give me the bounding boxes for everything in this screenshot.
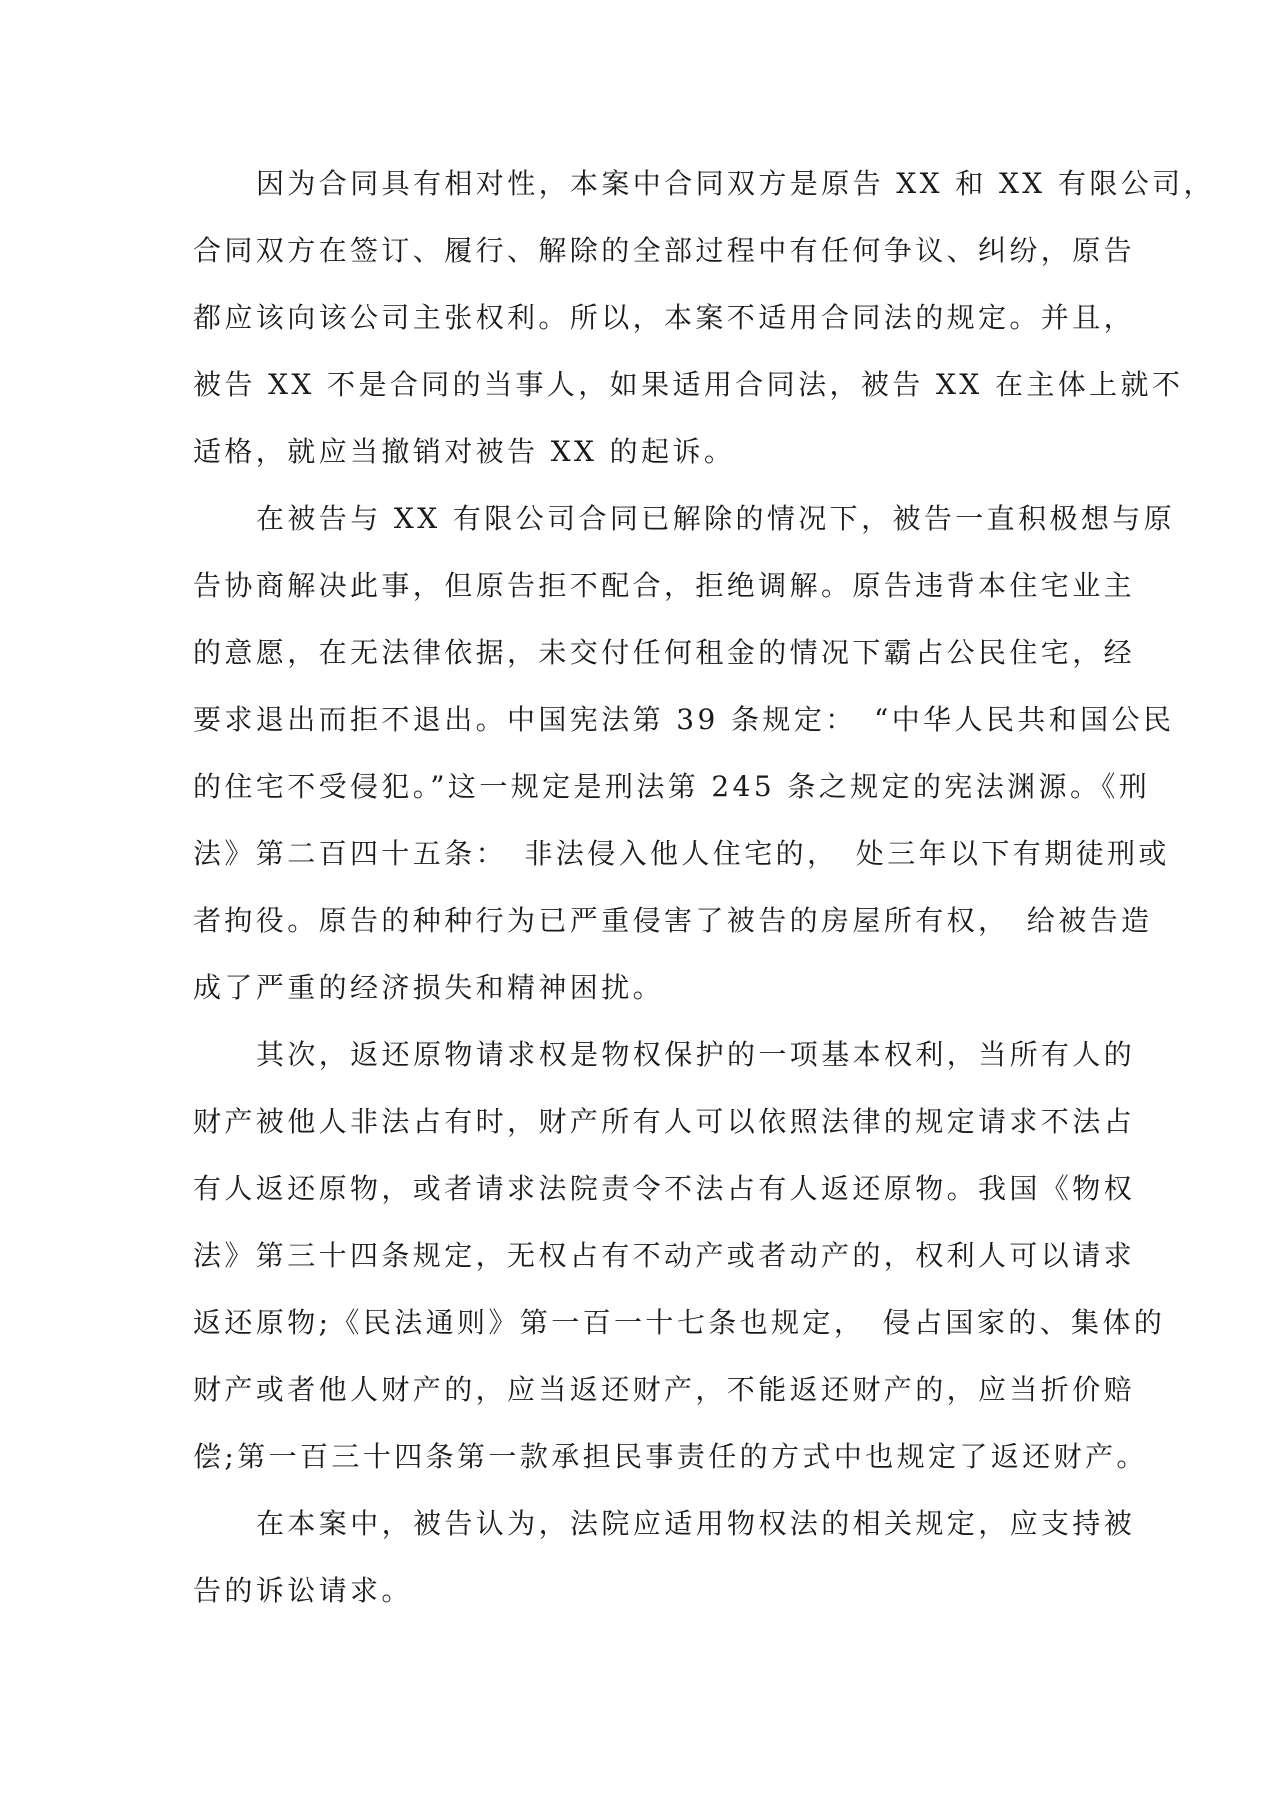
text-line: 偿;第一百三十四条第一款承担民事责任的方式中也规定了返还财产。 (193, 1440, 1148, 1473)
text-line: 适格，就应当撤销对被告 XX 的起诉。 (193, 435, 736, 468)
paragraph-restitution-right (193, 1021, 1166, 1490)
text-line: 成了严重的经济损失和精神困扰。 (193, 971, 665, 1004)
text-line: 财产被他人非法占有时，财产所有人可以依照法律的规定请求不法占 (193, 1105, 1136, 1138)
text-line: 者拘役。原告的种种行为已严重侵害了被告的房屋所有权， 给被告造 (193, 904, 1153, 937)
text-line: 要求退出而拒不退出。中国宪法第 39 条规定： “中华人民共和国公民 (193, 703, 1175, 736)
paragraph-contract-relativity (193, 150, 1215, 485)
text-line: 合同双方在签订、履行、解除的全部过程中有任何争议、纠纷，原告 (193, 234, 1136, 267)
text-line: 其次，返还原物请求权是物权保护的一项基本权利，当所有人的 (256, 1038, 1136, 1071)
text-line: 返还原物;《民法通则》第一百一十七条也规定， 侵占国家的、集体的 (193, 1306, 1166, 1339)
paragraph-conclusion (193, 1490, 1136, 1624)
text-line: 在被告与 XX 有限公司合同已解除的情况下，被告一直积极想与原 (256, 502, 1176, 535)
text-line: 被告 XX 不是合同的当事人，如果适用合同法，被告 XX 在主体上就不 (193, 368, 1184, 401)
text-line: 财产或者他人财产的，应当返还财产，不能返还财产的，应当折价赔 (193, 1373, 1136, 1406)
paragraph-illegal-occupation (193, 485, 1176, 1021)
document-body (193, 150, 1215, 1624)
text-line: 法》第二百四十五条： 非法侵入他人住宅的， 处三年以下有期徒刑或 (193, 837, 1170, 870)
text-line: 都应该向该公司主张权利。所以，本案不适用合同法的规定。并且， (193, 301, 1136, 334)
text-line: 有人返还原物，或者请求法院责令不法占有人返还原物。我国《物权 (193, 1172, 1136, 1205)
text-line: 告的诉讼请求。 (193, 1574, 413, 1607)
text-line: 法》第三十四条规定，无权占有不动产或者动产的，权利人可以请求 (193, 1239, 1136, 1272)
text-line: 告协商解决此事，但原告拒不配合，拒绝调解。原告违背本住宅业主 (193, 569, 1136, 602)
text-line: 因为合同具有相对性，本案中合同双方是原告 XX 和 XX 有限公司， (256, 167, 1215, 200)
text-line: 的住宅不受侵犯。”这一规定是刑法第 245 条之规定的宪法渊源。《刑 (193, 770, 1151, 803)
text-line: 的意愿，在无法律依据，未交付任何租金的情况下霸占公民住宅，经 (193, 636, 1136, 669)
text-line: 在本案中，被告认为，法院应适用物权法的相关规定，应支持被 (256, 1507, 1136, 1540)
